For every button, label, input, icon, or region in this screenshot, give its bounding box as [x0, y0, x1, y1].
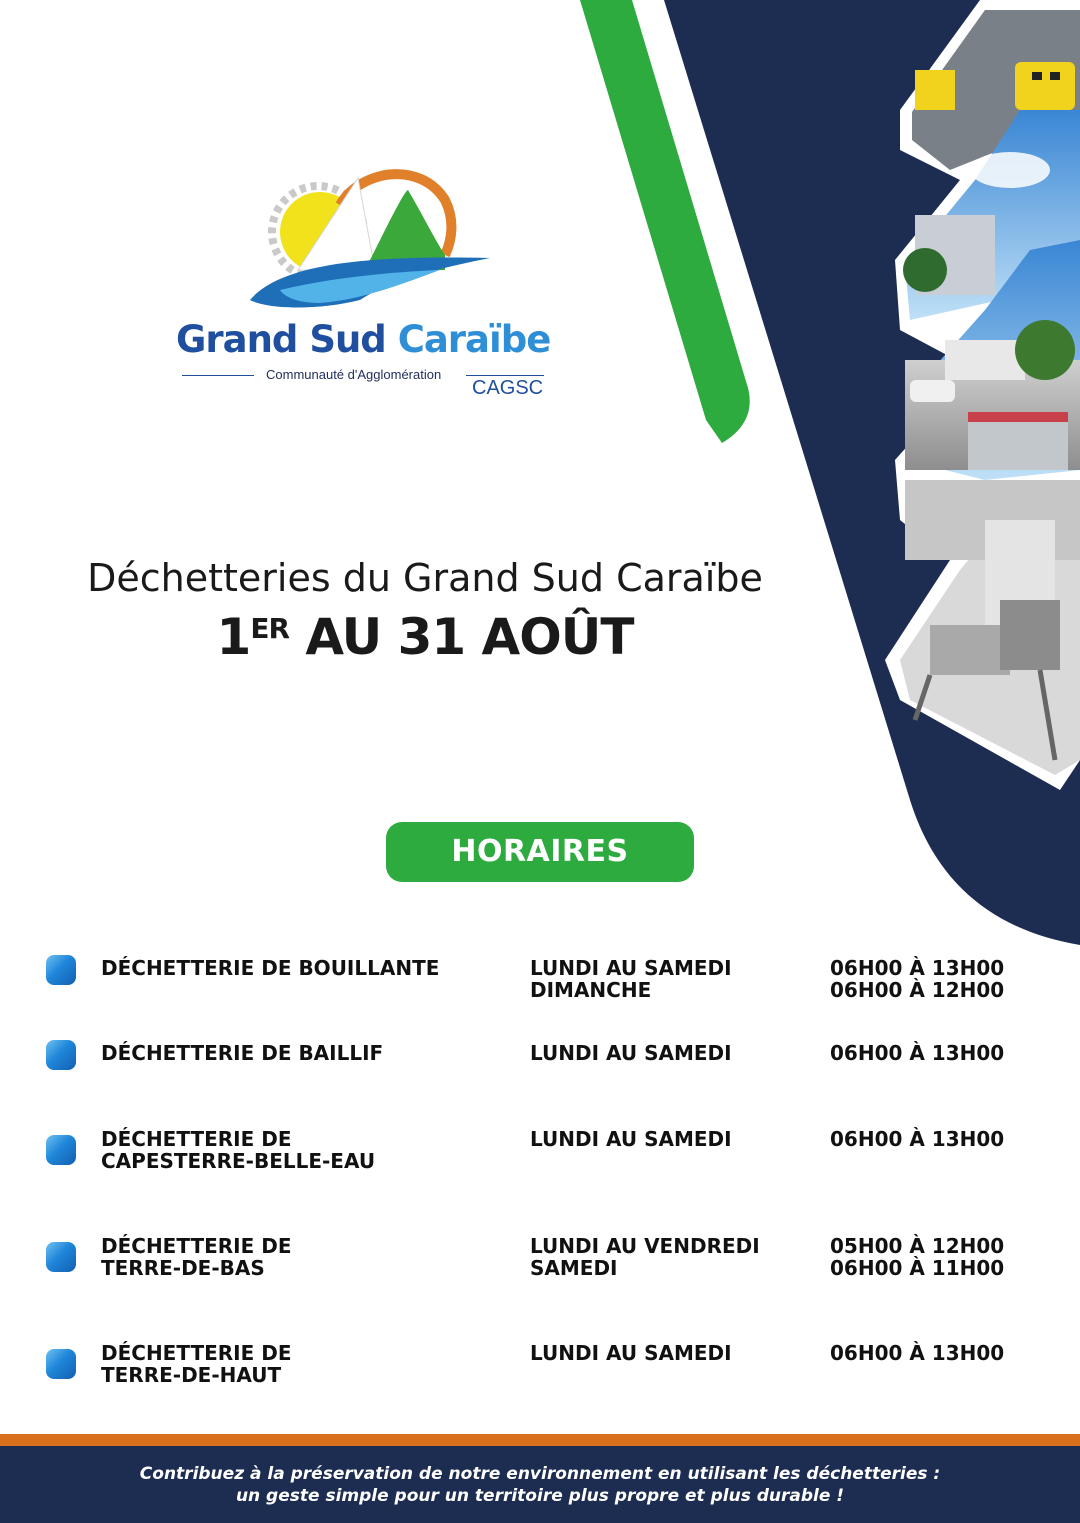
logo-divider-right [466, 375, 544, 376]
date-range [40, 608, 810, 666]
opening-days: LUNDI AU VENDREDI SAMEDI [530, 1234, 760, 1280]
logo-wordmark: Grand Sud Caraïbe [176, 318, 551, 361]
opening-days: LUNDI AU SAMEDI DIMANCHE [530, 956, 732, 1002]
logo-code: CAGSC [472, 377, 544, 399]
date-ordinal: ER [250, 612, 289, 645]
bullet-icon [46, 1135, 76, 1165]
site-name: DÉCHETTERIE DE BOUILLANTE [101, 956, 440, 980]
sailboat-sun-logo-icon [240, 160, 500, 320]
opening-hours: 06H00 À 13H00 [830, 1341, 1005, 1365]
photo-collage [885, 0, 1080, 790]
opening-days: LUNDI AU SAMEDI [530, 1341, 732, 1365]
opening-hours: 06H00 À 13H00 [830, 1041, 1005, 1065]
bullet-icon [46, 1040, 76, 1070]
bullet-icon [46, 1242, 76, 1272]
logo-subtitle: Communauté d'Agglomération [266, 367, 442, 382]
site-name: DÉCHETTERIE DE TERRE-DE-BAS [101, 1234, 292, 1280]
site-name: DÉCHETTERIE DE TERRE-DE-HAUT [101, 1341, 292, 1387]
site-name: DÉCHETTERIE DE BAILLIF [101, 1041, 384, 1065]
site-name: DÉCHETTERIE DE CAPESTERRE-BELLE-EAU [101, 1127, 376, 1173]
date-day: 1 [216, 608, 251, 666]
opening-days: LUNDI AU SAMEDI [530, 1041, 732, 1065]
opening-hours: 06H00 À 13H00 06H00 À 12H00 [830, 956, 1005, 1002]
page-title: Déchetteries du Grand Sud Caraïbe [87, 556, 763, 600]
bullet-icon [46, 955, 76, 985]
bullet-icon [46, 1349, 76, 1379]
opening-hours: 06H00 À 13H00 [830, 1127, 1005, 1151]
cagsc-logo [170, 150, 570, 410]
opening-hours: 05H00 À 12H00 06H00 À 11H00 [830, 1234, 1005, 1280]
footer-accent-bar [0, 1434, 1080, 1446]
date-rest: AU 31 AOÛT [289, 608, 634, 666]
horaires-badge: HORAIRES [386, 822, 694, 882]
footer [0, 1446, 1080, 1523]
logo-divider-left [182, 375, 254, 376]
footer-message: Contribuez à la préservation de notre environnement en utilisant les déchetteries : un geste simple pour un territoire plus propre et plus durable ! [139, 1464, 941, 1506]
opening-days: LUNDI AU SAMEDI [530, 1127, 732, 1151]
